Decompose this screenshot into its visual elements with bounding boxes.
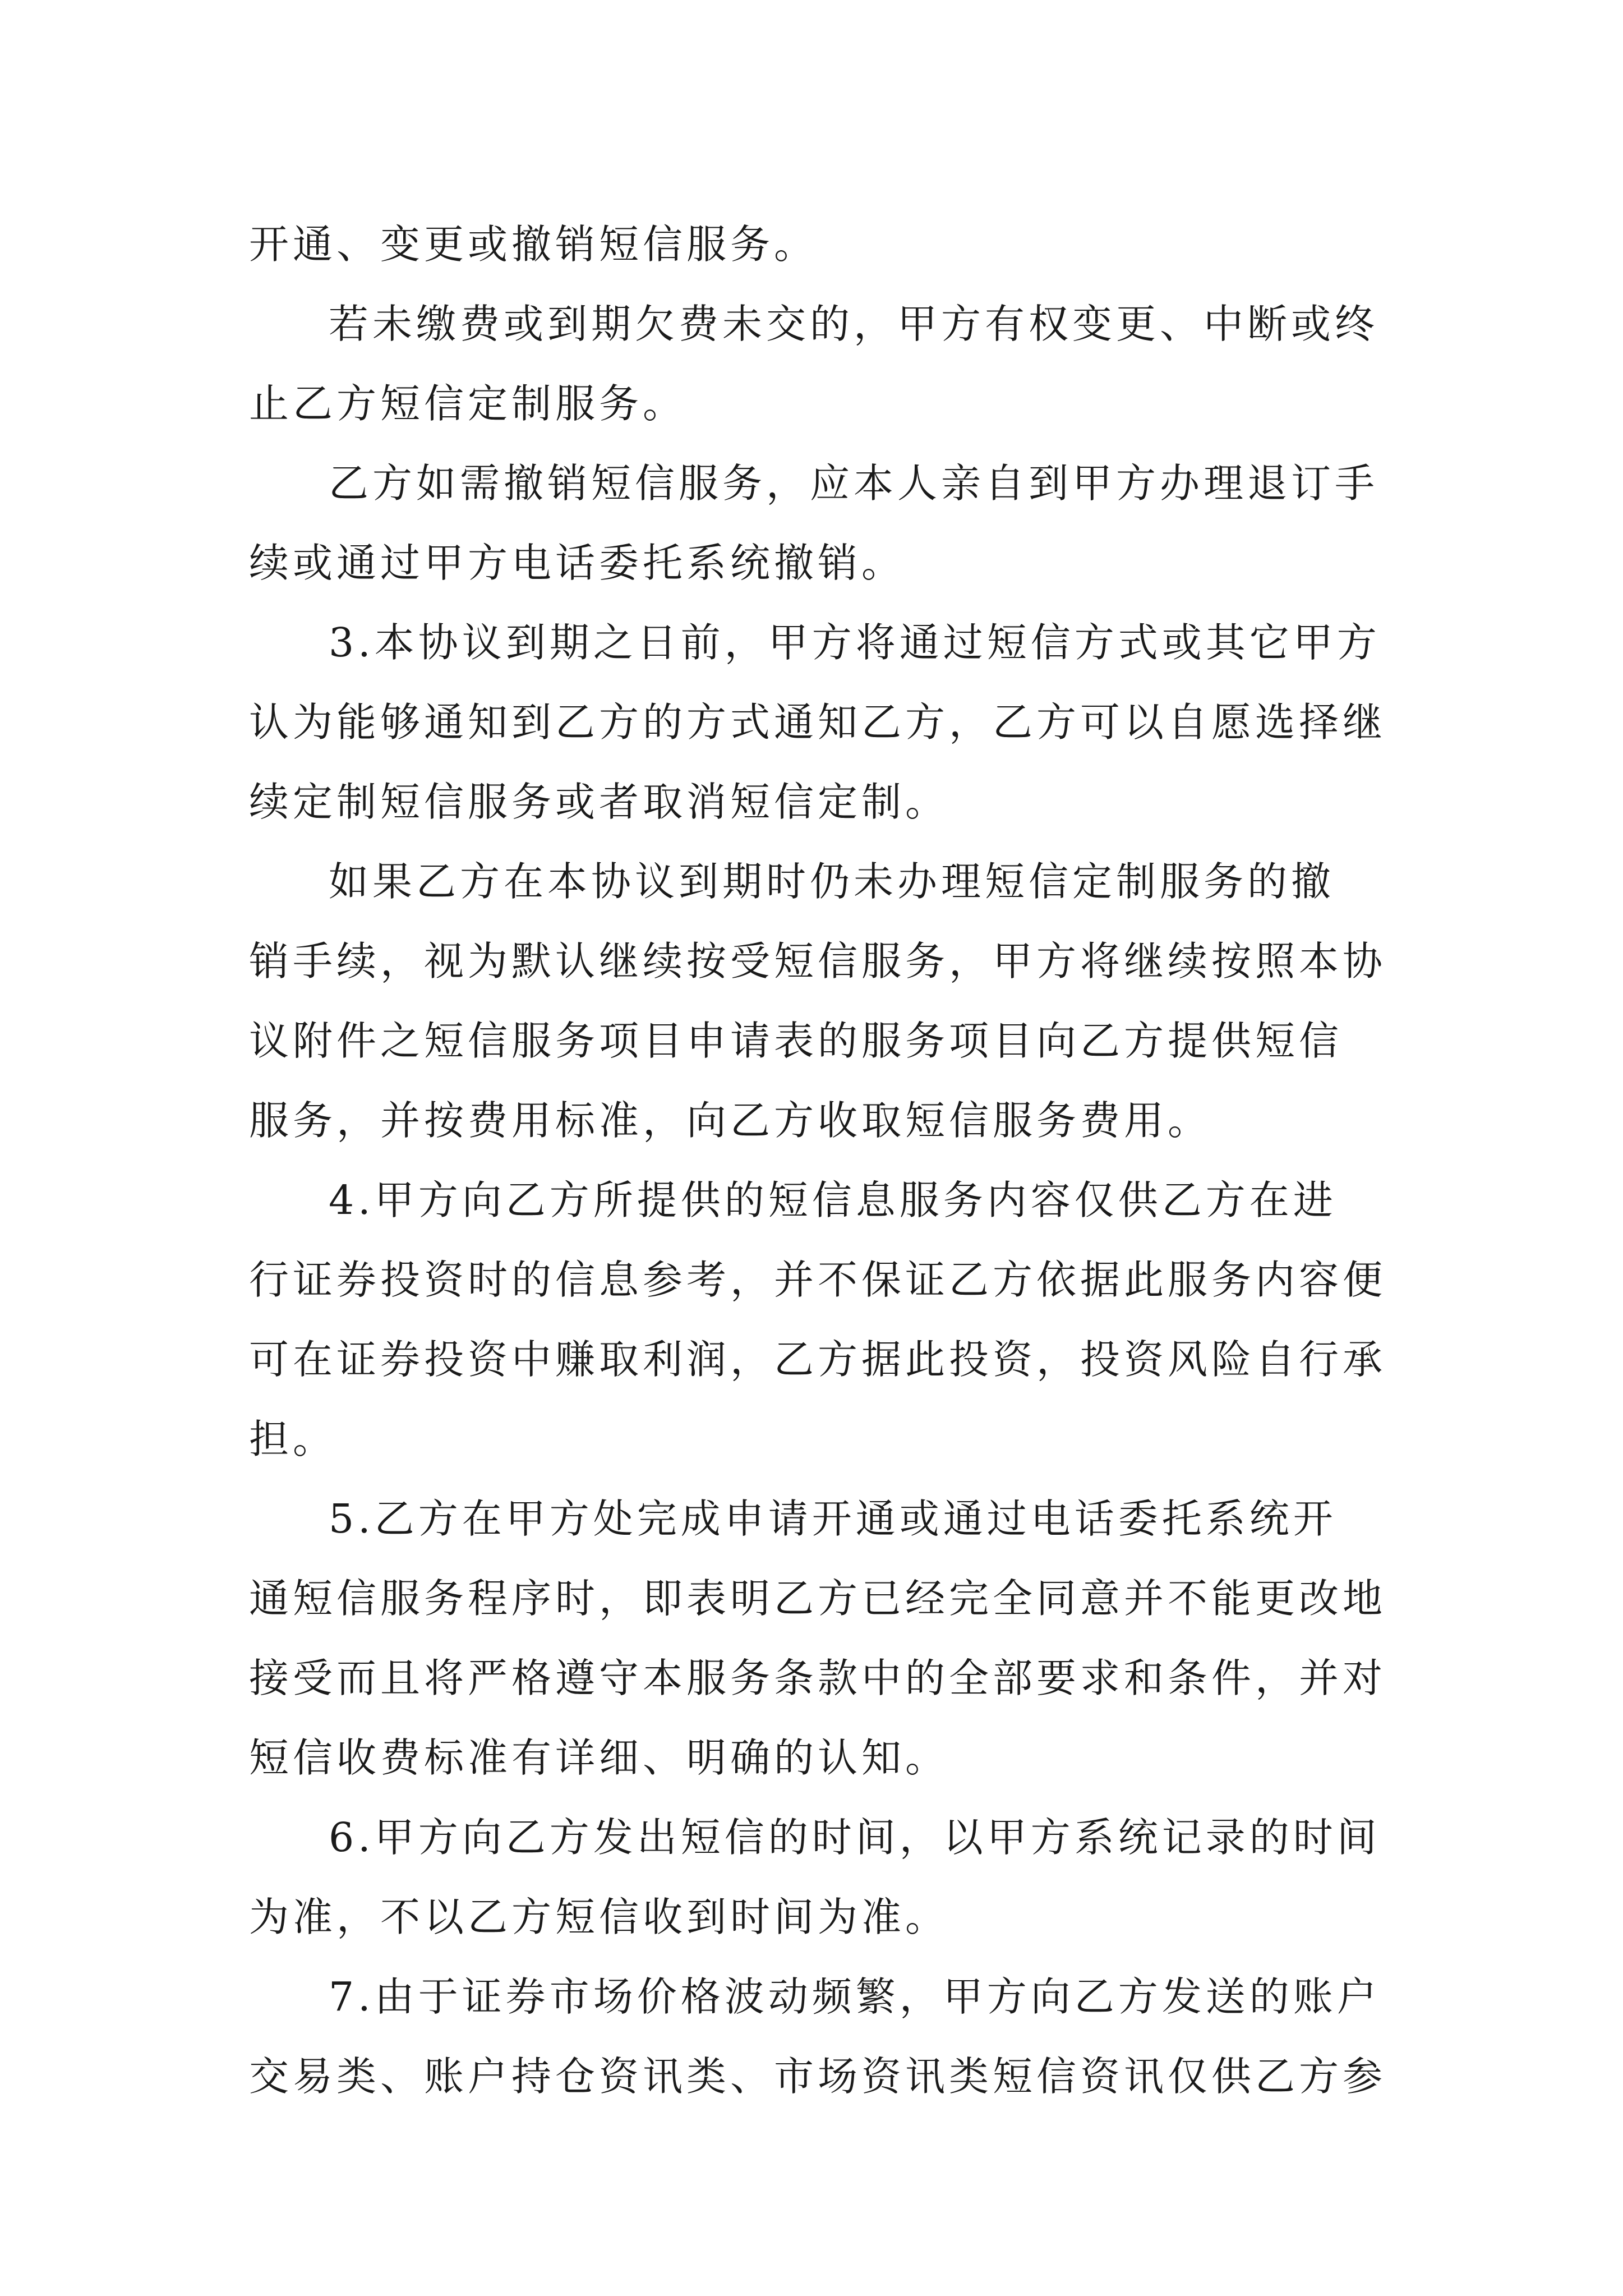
paragraph-6 [249,1161,1387,1479]
text-line: 7.由于证券市场价格波动频繁，甲方向乙方发送的账户 [329,1973,1381,2020]
text-line: 服务，并按费用标准，向乙方收取短信服务费用。 [249,1097,1212,1144]
text-line: 担。 [249,1416,337,1462]
text-line: 交易类、账户持仓资讯类、市场资讯类短信资讯仅供乙方参 [249,2053,1387,2100]
text-line: 续或通过甲方电话委托系统撤销。 [249,540,906,586]
text-line: 短信收费标准有详细、明确的认知。 [249,1734,949,1781]
paragraph-8 [249,1798,1387,1957]
text-line: 销手续，视为默认继续按受短信服务，甲方将继续按照本协 [249,938,1387,984]
paragraph-4 [249,603,1387,842]
document-body [249,205,1387,2116]
text-line: 3.本协议到期之日前，甲方将通过短信方式或其它甲方 [329,619,1381,666]
text-line: 接受而且将严格遵守本服务条款中的全部要求和条件，并对 [249,1655,1387,1701]
text-line: 乙方如需撤销短信服务，应本人亲自到甲方办理退订手 [329,460,1379,507]
text-line: 如果乙方在本协议到期时仍未办理短信定制服务的撤 [329,858,1335,905]
text-line: 止乙方短信定制服务。 [249,380,687,427]
text-line: 可在证券投资中赚取利润，乙方据此投资，投资风险自行承 [249,1336,1387,1383]
paragraph-9 [249,1957,1387,2116]
text-line: 议附件之短信服务项目申请表的服务项目向乙方提供短信 [249,1018,1343,1064]
text-line: 通短信服务程序时，即表明乙方已经完全同意并不能更改地 [249,1575,1387,1622]
paragraph-7 [249,1479,1387,1798]
paragraph-1 [249,205,1387,284]
text-line: 认为能够通知到乙方的方式通知乙方，乙方可以自愿选择继 [249,699,1387,746]
paragraph-2 [249,284,1387,444]
text-line: 行证券投资时的信息参考，并不保证乙方依据此服务内容便 [249,1257,1387,1303]
paragraph-5 [249,842,1387,1161]
text-line: 为准，不以乙方短信收到时间为准。 [249,1894,949,1940]
text-line: 开通、变更或撤销短信服务。 [249,221,818,268]
text-line: 4.甲方向乙方所提供的短信息服务内容仅供乙方在进 [329,1177,1337,1223]
text-line: 5.乙方在甲方处完成申请开通或通过电话委托系统开 [329,1496,1337,1542]
paragraph-3 [249,444,1387,603]
text-line: 续定制短信服务或者取消短信定制。 [249,779,949,825]
text-line: 若未缴费或到期欠费未交的，甲方有权变更、中断或终 [329,301,1379,347]
text-line: 6.甲方向乙方发出短信的时间，以甲方系统记录的时间 [329,1814,1381,1861]
